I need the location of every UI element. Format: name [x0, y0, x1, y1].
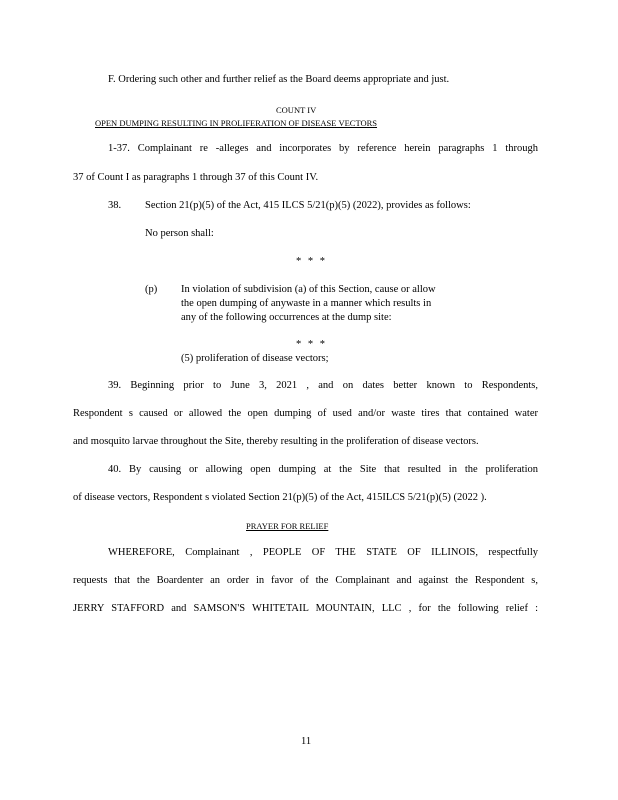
wherefore-line-2: requests that the Boardenter an order in favor of the Complainant and against the Respondent s, — [73, 575, 538, 586]
page-number: 11 — [301, 736, 312, 747]
count-heading-number: COUNT IV — [276, 105, 317, 115]
ellipsis-stars-2: * * * — [296, 339, 325, 350]
subsection-p-line-1: In violation of subdivision (a) of this Section, cause or allow — [181, 284, 436, 295]
paragraph-38-number: 38. — [108, 200, 122, 211]
wherefore-line-1: WHEREFORE, Complainant , PEOPLE OF THE STATE OF ILLINOIS, respectfully — [108, 547, 538, 558]
wherefore-line-3: JERRY STAFFORD and SAMSON'S WHITETAIL MOUNTAIN, LLC , for the following relief : — [73, 603, 538, 614]
paragraph-39-line-1: 39. Beginning prior to June 3, 2021 , and on dates better known to Respondents, — [108, 380, 538, 391]
no-person-shall: No person shall: — [145, 228, 214, 239]
paragraph-39-line-3: and mosquito larvae throughout the Site, thereby resulting in the proliferation of disease vectors. — [73, 436, 479, 447]
paragraph-39-line-2: Respondent s caused or allowed the open dumping of used and/or waste tires that contained water — [73, 408, 538, 419]
prayer-for-relief-heading: PRAYER FOR RELIEF — [246, 521, 329, 531]
paragraph-40-line-1: 40. By causing or allowing open dumping at the Site that resulted in the proliferation — [108, 464, 538, 475]
paragraph-40-line-2: of disease vectors, Respondent s violated Section 21(p)(5) of the Act, 415ILCS 5/21(p)(5) (2022 ). — [73, 492, 487, 503]
subsection-p-line-2: the open dumping of anywaste in a manner which results in — [181, 298, 432, 309]
subsection-p-line-3: any of the following occurrences at the dump site: — [181, 312, 392, 323]
paragraph-1-37-line-2: 37 of Count I as paragraphs 1 through 37 of this Count IV. — [73, 172, 319, 183]
subsection-p-label: (p) — [145, 284, 158, 295]
paragraph-38-text: Section 21(p)(5) of the Act, 415 ILCS 5/21(p)(5) (2022), provides as follows: — [145, 200, 471, 211]
subsection-5: (5) proliferation of disease vectors; — [181, 353, 329, 364]
paragraph-1-37-line-1: 1-37. Complainant re -alleges and incorporates by reference herein paragraphs 1 through — [108, 143, 538, 154]
ellipsis-stars-1: * * * — [296, 256, 325, 267]
relief-line-f: F. Ordering such other and further relief as the Board deems appropriate and just. — [108, 74, 450, 85]
count-heading-title: OPEN DUMPING RESULTING IN PROLIFERATION OF DISEASE VECTORS — [95, 118, 378, 128]
